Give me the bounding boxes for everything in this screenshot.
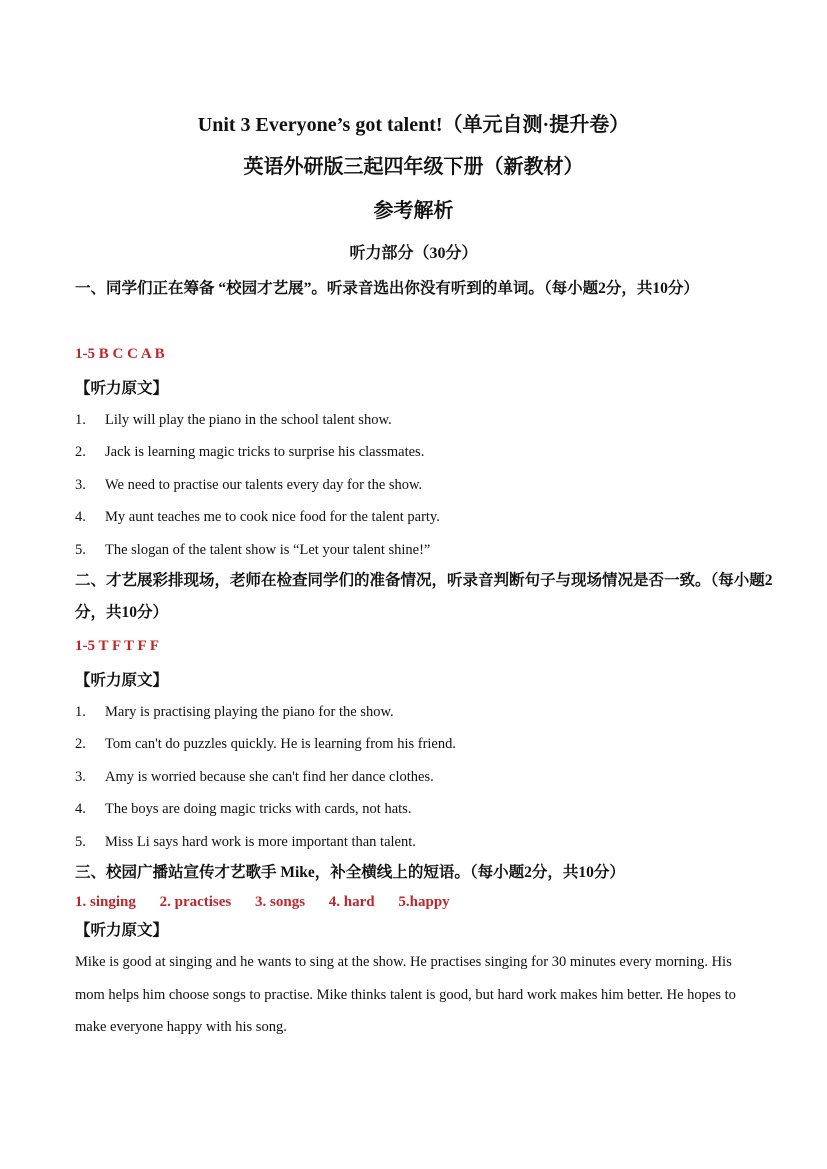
answer-item: 3. songs (255, 894, 306, 910)
section1-question: 一、同学们正在筹备 “校园才艺展”。听录音选出你没有听到的单词。（每小题2分，共10分） (75, 280, 699, 297)
item-text: Mary is practising playing the piano for the show. (105, 703, 394, 720)
list-item (75, 404, 775, 437)
item-text: The boys are doing magic tricks with cards, not hats. (105, 801, 412, 818)
item-number: 3. (75, 476, 86, 493)
item-number: 1. (75, 703, 86, 720)
answer-item: 2. practises (159, 894, 232, 910)
item-number: 2. (75, 444, 86, 461)
list-item (75, 502, 775, 535)
list-item (75, 729, 775, 762)
item-number: 4. (75, 509, 86, 526)
item-number: 4. (75, 801, 86, 818)
item-number: 1. (75, 411, 86, 428)
section2-transcript-label: 【听力原文】 (75, 672, 169, 689)
item-number: 5. (75, 833, 86, 850)
list-item (75, 761, 775, 794)
list-item (75, 534, 775, 567)
answer-item: 5.happy (398, 894, 450, 910)
section3-transcript-label: 【听力原文】 (75, 922, 169, 939)
list-item (75, 826, 775, 859)
item-text: We need to practise our talents every day for the show. (105, 476, 423, 493)
document-title: Unit 3 Everyone’s got talent!（单元自测·提升卷） (197, 114, 630, 136)
section3-question: 三、校园广播站宣传才艺歌手 Mike，补全横线上的短语。（每小题2分，共10分） (75, 864, 625, 881)
answer-item: 1. singing (75, 894, 136, 910)
list-item (75, 696, 775, 729)
section1-answer: 1-5 B C C A B (75, 346, 165, 362)
item-text: Lily will play the piano in the school talent show. (105, 411, 392, 428)
part-heading: 听力部分（30分） (349, 245, 478, 262)
section2-answer: 1-5 T F T F F (75, 638, 160, 654)
section1-transcript-list (75, 404, 775, 567)
section3-answers (75, 894, 470, 911)
item-number: 3. (75, 768, 86, 785)
list-item (75, 794, 775, 827)
list-item (75, 437, 775, 470)
item-text: The slogan of the talent show is “Let your talent shine!” (105, 541, 431, 558)
item-text: Tom can't do puzzles quickly. He is learning from his friend. (105, 736, 456, 753)
section1-transcript-label: 【听力原文】 (75, 380, 169, 397)
section3-transcript-paragraph: Mike is good at singing and he wants to sing at the show. He practises singing for 30 minutes every morning. His mom helps him choose songs to practise. Mike thinks talent is good, but hard work makes him better. He hopes to make everyone happy with his song. (75, 954, 736, 1035)
answer-item: 4. hard (328, 894, 375, 910)
item-text: My aunt teaches me to cook nice food for the talent party. (105, 509, 440, 526)
item-number: 5. (75, 541, 86, 558)
document-type: 参考解析 (373, 200, 454, 222)
item-number: 2. (75, 736, 86, 753)
list-item (75, 469, 775, 502)
item-text: Jack is learning magic tricks to surprise his classmates. (105, 444, 425, 461)
item-text: Miss Li says hard work is more important than talent. (105, 833, 416, 850)
section2-transcript-list (75, 696, 775, 859)
document-subtitle: 英语外研版三起四年级下册（新教材） (243, 156, 584, 178)
item-text: Amy is worried because she can't find her dance clothes. (105, 768, 434, 785)
section2-question: 二、才艺展彩排现场，老师在检查同学们的准备情况，听录音判断句子与现场情况是否一致。（每小题2分，共10分） (75, 572, 773, 621)
